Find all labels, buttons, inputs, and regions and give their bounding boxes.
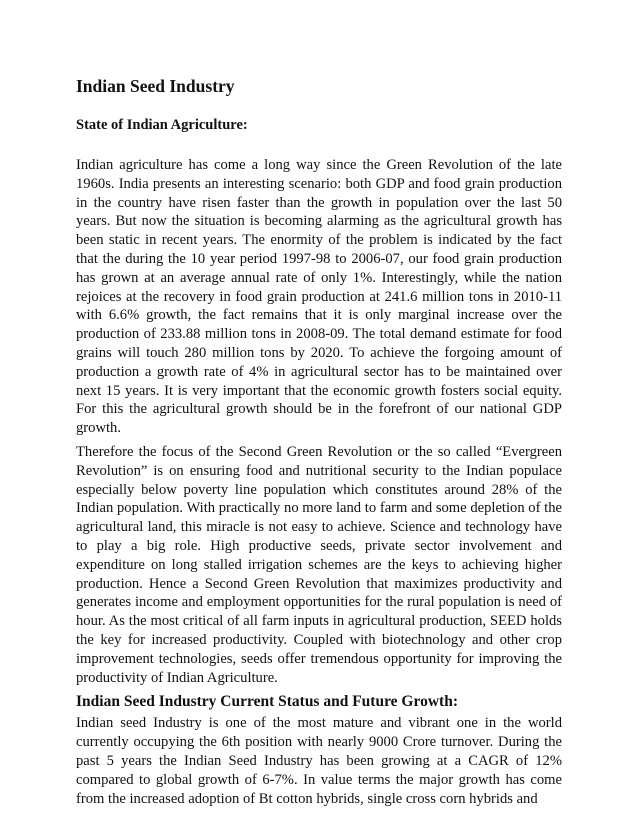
document-page xyxy=(76,74,562,813)
paragraph: Indian seed Industry is one of the most mature and vibrant one in the world currently occupying the 6th position with nearly 9000 Crore turnover. During the past 5 years the Indian Seed Industry has been growing at a CAGR of 12% compared to global growth of 6-7%. In value terms the major growth has come from the increased adoption of Bt cotton hybrids, single cross corn hybrids and xyxy=(76,715,562,807)
section-heading-agriculture: State of Indian Agriculture: xyxy=(76,117,248,133)
section-heading-seed-industry: Indian Seed Industry Current Status and Future Growth: xyxy=(76,693,458,711)
paragraph: Therefore the focus of the Second Green Revolution or the so called “Evergreen Revolution” is on ensuring food and nutritional security to the Indian populace especially below poverty line population which constitutes around 28% of the Indian population. With practically no more land to farm and some depletion of the agricultural land, this miracle is not easy to achieve. Science and technology have to play a big role. High productive seeds, private sector involvement and expenditure on long stalled irrigation schemes are the keys to achieving higher production. Hence a Second Green Revolution that maximizes productivity and generates income and employment opportunities for the rural population is need of hour. As the most critical of all farm inputs in agricultural production, SEED holds the key for increased productivity. Coupled with biotechnology and other crop improvement technologies, seeds offer tremendous opportunity for improving the productivity of Indian Agriculture. xyxy=(76,443,562,686)
paragraph: Indian agriculture has come a long way since the Green Revolution of the late 1960s. India presents an interesting scenario: both GDP and food grain production in the country have risen faster than the growth in population over the last 50 years. But now the situation is becoming alarming as the agricultural growth has been static in recent years. The enormity of the problem is indicated by the fact that the during the 10 year period 1997-98 to 2006-07, our food grain production has grown at an average annual rate of only 1%. Interestingly, while the nation rejoices at the recovery in food grain production at 241.6 million tons in 2010-11 with 6.6% growth, the fact remains that it is only marginal increase over the production of 233.88 million tons in 2008-09. The total demand estimate for food grains will touch 280 million tons by 2020. To achieve the forgoing amount of production a growth rate of 4% in agricultural sector has to be maintained over next 15 years. It is very important that the economic growth fosters social equity. For this the agricultural growth should be in the forefront of our national GDP growth. xyxy=(76,157,562,437)
document-title: Indian Seed Industry xyxy=(76,76,235,96)
